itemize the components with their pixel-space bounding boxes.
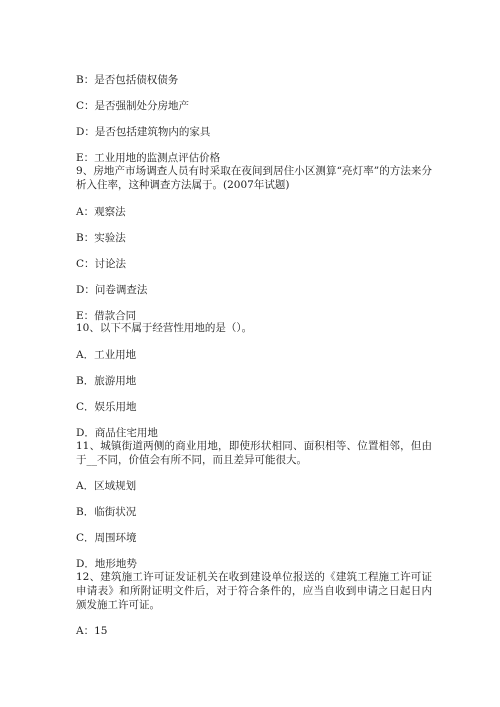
q9-option-c: C：讨论法 [76, 258, 127, 270]
q10-option-a: A．工业用地 [76, 349, 137, 361]
q12-question: 12、建筑施工许可证发证机关在收到建设单位报送的《建筑工程施工许可证申请表》和所附证明文件后，对于符合条件的，应当自收到申请之日起日内颁发施工许可证。 [76, 571, 432, 611]
q8-option-d: D：是否包括建筑物内的家具 [76, 126, 211, 138]
q8-option-b: B：是否包括债权债务 [76, 74, 179, 86]
q10-option-d: D．商品住宅用地 [76, 427, 158, 439]
q9-option-b: B：实验法 [76, 232, 126, 244]
q8-option-c: C：是否强制处分房地产 [76, 100, 190, 112]
q11-option-c: C．周围环境 [76, 532, 137, 544]
q9-option-a: A：观察法 [76, 206, 126, 218]
q10-option-c: C．娱乐用地 [76, 401, 137, 413]
q11-option-b: B．临街状况 [76, 506, 137, 518]
q9-option-e: E：借款合同 [76, 310, 137, 322]
q11-question: 11、城镇街道两侧的商业用地，即使形状相同、面积相等、位置相邻，但由于__不同，价值会有所不同，而且差异可能很大。 [76, 440, 432, 466]
q9-question: 9、房地产市场调查人员有时采取在夜间到居住小区测算“亮灯率”的方法来分析入住率，这种调查方法属于。(2007年试题) [76, 165, 432, 191]
q9-option-d: D：问卷调查法 [76, 284, 148, 296]
q11-option-d: D．地形地势 [76, 558, 137, 570]
q10-option-b: B．旅游用地 [76, 375, 137, 387]
q11-option-a: A．区域规划 [76, 480, 137, 492]
q10-question: 10、以下不属于经营性用地的是（）。 [76, 322, 253, 334]
q8-option-e: E：工业用地的监测点评估价格 [76, 152, 221, 164]
q12-option-a: A：15 [76, 625, 108, 637]
